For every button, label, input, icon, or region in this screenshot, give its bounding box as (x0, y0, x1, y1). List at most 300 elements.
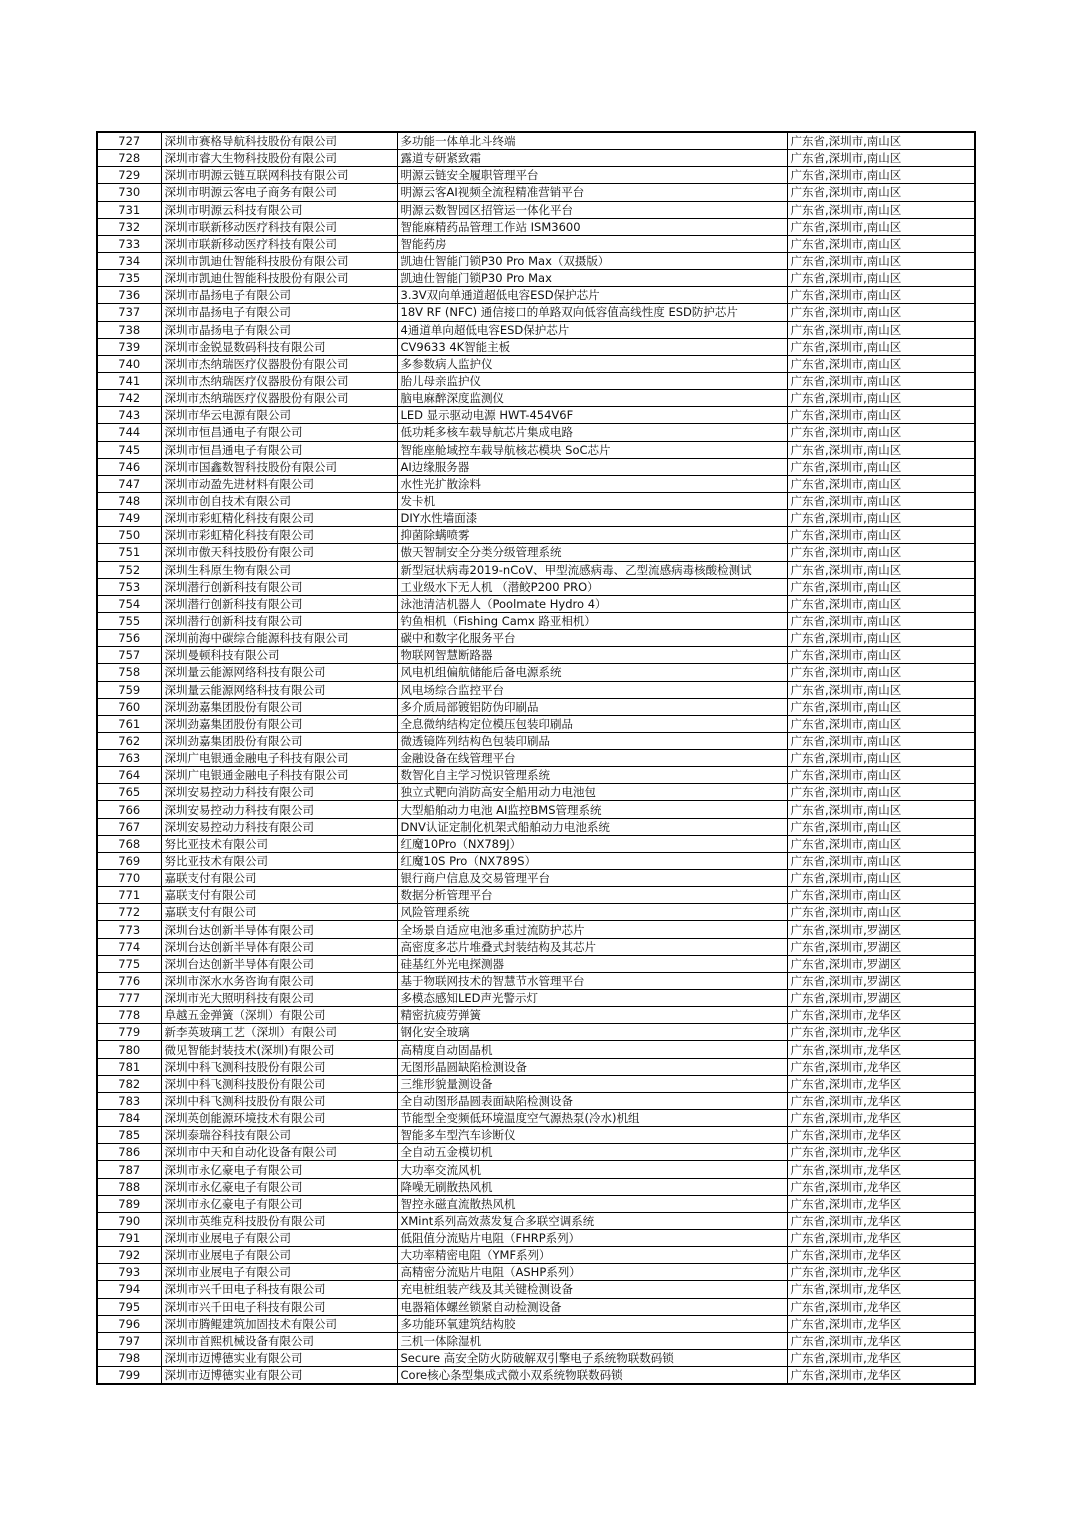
product-name-cell: 精密抗疲劳弹簧 (397, 1007, 787, 1024)
company-name-cell: 深圳市晶扬电子有限公司 (161, 321, 397, 338)
row-number-cell: 731 (97, 201, 161, 218)
row-number-cell: 744 (97, 424, 161, 441)
row-number-cell: 746 (97, 458, 161, 475)
row-number-cell: 735 (97, 270, 161, 287)
product-name-cell: 工业级水下无人机 （潜鲛P200 PRO） (397, 578, 787, 595)
table-row (97, 321, 975, 338)
product-name-cell: 傲天智制安全分类分级管理系统 (397, 544, 787, 561)
region-cell: 广东省,深圳市,龙华区 (787, 1367, 975, 1385)
row-number-cell: 751 (97, 544, 161, 561)
row-number-cell: 752 (97, 561, 161, 578)
row-number-cell: 765 (97, 784, 161, 801)
product-name-cell: 电器箱体螺丝锁紧自动检测设备 (397, 1298, 787, 1315)
region-cell: 广东省,深圳市,南山区 (787, 270, 975, 287)
table-row (97, 424, 975, 441)
table-row (97, 287, 975, 304)
table-row (97, 1110, 975, 1127)
table-row (97, 835, 975, 852)
table-row (97, 492, 975, 509)
table-row (97, 184, 975, 201)
region-cell: 广东省,深圳市,龙华区 (787, 1281, 975, 1298)
product-name-cell: 明源云数智园区招管运一体化平台 (397, 201, 787, 218)
company-name-cell: 深圳潜行创新科技有限公司 (161, 612, 397, 629)
row-number-cell: 778 (97, 1007, 161, 1024)
product-name-cell: 抑菌除螨喷雾 (397, 527, 787, 544)
region-cell: 广东省,深圳市,南山区 (787, 630, 975, 647)
product-name-cell: Core核心条型集成式微小双系统物联数码锁 (397, 1367, 787, 1385)
product-name-cell: 高精密分流贴片电阻（ASHP系列） (397, 1264, 787, 1281)
row-number-cell: 768 (97, 835, 161, 852)
region-cell: 广东省,深圳市,罗湖区 (787, 938, 975, 955)
company-name-cell: 深圳市凯迪仕智能科技股份有限公司 (161, 270, 397, 287)
company-name-cell: 深圳安易控动力科技有限公司 (161, 818, 397, 835)
region-cell: 广东省,深圳市,龙华区 (787, 1110, 975, 1127)
table-row (97, 304, 975, 321)
company-name-cell: 深圳市杰纳瑞医疗仪器股份有限公司 (161, 390, 397, 407)
row-number-cell: 777 (97, 990, 161, 1007)
table-row (97, 235, 975, 252)
company-name-cell: 深圳台达创新半导体有限公司 (161, 955, 397, 972)
table-row (97, 578, 975, 595)
region-cell: 广东省,深圳市,南山区 (787, 647, 975, 664)
company-name-cell: 深圳劲嘉集团股份有限公司 (161, 715, 397, 732)
row-number-cell: 737 (97, 304, 161, 321)
company-name-cell: 深圳中科飞测科技股份有限公司 (161, 1092, 397, 1109)
table-row (97, 355, 975, 372)
row-number-cell: 738 (97, 321, 161, 338)
region-cell: 广东省,深圳市,南山区 (787, 355, 975, 372)
table-row (97, 1161, 975, 1178)
company-name-cell: 深圳生科原生物有限公司 (161, 561, 397, 578)
table-row (97, 441, 975, 458)
region-cell: 广东省,深圳市,龙华区 (787, 1024, 975, 1041)
region-cell: 广东省,深圳市,南山区 (787, 561, 975, 578)
company-name-cell: 深圳市赛格导航科技股份有限公司 (161, 132, 397, 150)
company-name-cell: 深圳市杰纳瑞医疗仪器股份有限公司 (161, 372, 397, 389)
region-cell: 广东省,深圳市,罗湖区 (787, 955, 975, 972)
product-name-cell: 风险管理系统 (397, 904, 787, 921)
company-name-cell: 深圳市彩虹精化科技有限公司 (161, 527, 397, 544)
company-name-cell: 深圳市联新移动医疗科技有限公司 (161, 218, 397, 235)
table-row (97, 1058, 975, 1075)
table-row (97, 167, 975, 184)
company-name-cell: 深圳市兴千田电子科技有限公司 (161, 1281, 397, 1298)
company-name-cell: 嘉联支付有限公司 (161, 870, 397, 887)
product-name-cell: 大功率交流风机 (397, 1161, 787, 1178)
table-row (97, 561, 975, 578)
product-name-cell: 无图形晶圆缺陷检测设备 (397, 1058, 787, 1075)
product-name-cell: LED 显示驱动电源 HWT-454V6F (397, 407, 787, 424)
product-name-cell: 风电场综合监控平台 (397, 681, 787, 698)
row-number-cell: 753 (97, 578, 161, 595)
product-name-cell: 多参数病人监护仪 (397, 355, 787, 372)
region-cell: 广东省,深圳市,龙华区 (787, 1247, 975, 1264)
company-name-cell: 深圳劲嘉集团股份有限公司 (161, 732, 397, 749)
company-name-cell: 深圳广电银通金融电子科技有限公司 (161, 767, 397, 784)
region-cell: 广东省,深圳市,龙华区 (787, 1178, 975, 1195)
region-cell: 广东省,深圳市,南山区 (787, 715, 975, 732)
row-number-cell: 779 (97, 1024, 161, 1041)
table-row (97, 390, 975, 407)
row-number-cell: 775 (97, 955, 161, 972)
row-number-cell: 748 (97, 492, 161, 509)
table-row (97, 544, 975, 561)
region-cell: 广东省,深圳市,龙华区 (787, 1075, 975, 1092)
table-row (97, 1178, 975, 1195)
product-name-cell: 智能药房 (397, 235, 787, 252)
company-name-cell: 深圳市明源云链互联网科技有限公司 (161, 167, 397, 184)
product-name-cell: 全自动图形晶圆表面缺陷检测设备 (397, 1092, 787, 1109)
row-number-cell: 784 (97, 1110, 161, 1127)
company-name-cell: 深圳潜行创新科技有限公司 (161, 595, 397, 612)
row-number-cell: 729 (97, 167, 161, 184)
company-name-cell: 深圳市兴千田电子科技有限公司 (161, 1298, 397, 1315)
row-number-cell: 758 (97, 664, 161, 681)
row-number-cell: 730 (97, 184, 161, 201)
region-cell: 广东省,深圳市,罗湖区 (787, 990, 975, 1007)
row-number-cell: 760 (97, 698, 161, 715)
row-number-cell: 798 (97, 1349, 161, 1366)
table-row (97, 630, 975, 647)
product-name-cell: 独立式靶向消防高安全船用动力电池包 (397, 784, 787, 801)
company-name-cell: 努比亚技术有限公司 (161, 835, 397, 852)
product-name-cell: 新型冠状病毒2019-nCoV、甲型流感病毒、乙型流感病毒核酸检测试 (397, 561, 787, 578)
row-number-cell: 732 (97, 218, 161, 235)
company-name-cell: 深圳市业展电子有限公司 (161, 1247, 397, 1264)
region-cell: 广东省,深圳市,南山区 (787, 852, 975, 869)
row-number-cell: 771 (97, 887, 161, 904)
product-name-cell: CV9633 4K智能主板 (397, 338, 787, 355)
region-cell: 广东省,深圳市,南山区 (787, 818, 975, 835)
region-cell: 广东省,深圳市,龙华区 (787, 1195, 975, 1212)
product-name-cell: AI边缘服务器 (397, 458, 787, 475)
row-number-cell: 790 (97, 1212, 161, 1229)
region-cell: 广东省,深圳市,南山区 (787, 184, 975, 201)
product-name-cell: 风电机组偏航储能后备电源系统 (397, 664, 787, 681)
company-name-cell: 深圳市睿大生物科技股份有限公司 (161, 150, 397, 167)
table-row (97, 1349, 975, 1366)
table-row (97, 475, 975, 492)
row-number-cell: 793 (97, 1264, 161, 1281)
row-number-cell: 799 (97, 1367, 161, 1385)
table-row (97, 870, 975, 887)
table-row (97, 1144, 975, 1161)
row-number-cell: 797 (97, 1332, 161, 1349)
list-table (96, 131, 976, 1385)
product-name-cell: 大型船舶动力电池 AI监控BMS管理系统 (397, 801, 787, 818)
row-number-cell: 795 (97, 1298, 161, 1315)
company-name-cell: 深圳量云能源网络科技有限公司 (161, 681, 397, 698)
region-cell: 广东省,深圳市,南山区 (787, 372, 975, 389)
product-name-cell: 钢化安全玻璃 (397, 1024, 787, 1041)
region-cell: 广东省,深圳市,南山区 (787, 441, 975, 458)
region-cell: 广东省,深圳市,南山区 (787, 732, 975, 749)
table-row (97, 767, 975, 784)
product-name-cell: 节能型全变频低环境温度空气源热泵(冷水)机组 (397, 1110, 787, 1127)
region-cell: 广东省,深圳市,龙华区 (787, 1092, 975, 1109)
company-name-cell: 深圳市联新移动医疗科技有限公司 (161, 235, 397, 252)
region-cell: 广东省,深圳市,南山区 (787, 544, 975, 561)
table-row (97, 750, 975, 767)
table-row (97, 1041, 975, 1058)
table-row (97, 990, 975, 1007)
product-name-cell: 数据分析管理平台 (397, 887, 787, 904)
company-name-cell: 深圳市光大照明科技有限公司 (161, 990, 397, 1007)
table-row (97, 972, 975, 989)
company-name-cell: 阜越五金弹簧（深圳）有限公司 (161, 1007, 397, 1024)
row-number-cell: 754 (97, 595, 161, 612)
product-name-cell: 大功率精密电阻（YMF系列） (397, 1247, 787, 1264)
company-name-cell: 深圳曼顿科技有限公司 (161, 647, 397, 664)
company-name-cell: 深圳潜行创新科技有限公司 (161, 578, 397, 595)
region-cell: 广东省,深圳市,南山区 (787, 287, 975, 304)
table-row (97, 1281, 975, 1298)
table-body (97, 132, 975, 1384)
row-number-cell: 745 (97, 441, 161, 458)
product-name-cell: 碳中和数字化服务平台 (397, 630, 787, 647)
company-name-cell: 努比亚技术有限公司 (161, 852, 397, 869)
product-name-cell: 三维形貌量测设备 (397, 1075, 787, 1092)
region-cell: 广东省,深圳市,南山区 (787, 681, 975, 698)
row-number-cell: 773 (97, 921, 161, 938)
company-name-cell: 深圳安易控动力科技有限公司 (161, 801, 397, 818)
row-number-cell: 780 (97, 1041, 161, 1058)
row-number-cell: 788 (97, 1178, 161, 1195)
row-number-cell: 781 (97, 1058, 161, 1075)
row-number-cell: 767 (97, 818, 161, 835)
table-row (97, 201, 975, 218)
table-row (97, 852, 975, 869)
region-cell: 广东省,深圳市,南山区 (787, 904, 975, 921)
row-number-cell: 759 (97, 681, 161, 698)
table-row (97, 1024, 975, 1041)
region-cell: 广东省,深圳市,南山区 (787, 698, 975, 715)
table-row (97, 1007, 975, 1024)
product-name-cell: 3.3V双向单通道超低电容ESD保护芯片 (397, 287, 787, 304)
product-name-cell: 多介质局部镀铝防伪印刷品 (397, 698, 787, 715)
row-number-cell: 794 (97, 1281, 161, 1298)
region-cell: 广东省,深圳市,南山区 (787, 510, 975, 527)
row-number-cell: 762 (97, 732, 161, 749)
row-number-cell: 766 (97, 801, 161, 818)
region-cell: 广东省,深圳市,南山区 (787, 767, 975, 784)
product-name-cell: 凯迪仕智能门锁P30 Pro Max（双摄版） (397, 252, 787, 269)
company-name-cell: 深圳市英维克科技股份有限公司 (161, 1212, 397, 1229)
row-number-cell: 782 (97, 1075, 161, 1092)
row-number-cell: 764 (97, 767, 161, 784)
product-name-cell: 降噪无刷散热风机 (397, 1178, 787, 1195)
product-name-cell: 18V RF (NFC) 通信接口的单路双向低容值高线性度 ESD防护芯片 (397, 304, 787, 321)
company-name-cell: 深圳前海中碳综合能源科技有限公司 (161, 630, 397, 647)
row-number-cell: 763 (97, 750, 161, 767)
table-row (97, 372, 975, 389)
table-row (97, 887, 975, 904)
company-name-cell: 深圳安易控动力科技有限公司 (161, 784, 397, 801)
row-number-cell: 743 (97, 407, 161, 424)
product-name-cell: 红魔10Pro（NX789J） (397, 835, 787, 852)
table-row (97, 1195, 975, 1212)
product-name-cell: Secure 高安全防火防破解双引擎电子系统物联数码锁 (397, 1349, 787, 1366)
row-number-cell: 739 (97, 338, 161, 355)
product-name-cell: 高精度自动固晶机 (397, 1041, 787, 1058)
product-name-cell: 胎儿母亲监护仪 (397, 372, 787, 389)
region-cell: 广东省,深圳市,龙华区 (787, 1332, 975, 1349)
region-cell: 广东省,深圳市,龙华区 (787, 1230, 975, 1247)
region-cell: 广东省,深圳市,南山区 (787, 304, 975, 321)
table-row (97, 458, 975, 475)
region-cell: 广东省,深圳市,龙华区 (787, 1212, 975, 1229)
row-number-cell: 772 (97, 904, 161, 921)
table-row (97, 595, 975, 612)
company-name-cell: 深圳市深水水务咨询有限公司 (161, 972, 397, 989)
table-row (97, 698, 975, 715)
product-name-cell: 三机一体除湿机 (397, 1332, 787, 1349)
row-number-cell: 728 (97, 150, 161, 167)
product-name-cell: 智能座舱域控车载导航核芯模块 SoC芯片 (397, 441, 787, 458)
row-number-cell: 787 (97, 1161, 161, 1178)
row-number-cell: 727 (97, 132, 161, 150)
table-row (97, 510, 975, 527)
row-number-cell: 742 (97, 390, 161, 407)
company-name-cell: 深圳市首熙机械设备有限公司 (161, 1332, 397, 1349)
table-row (97, 1298, 975, 1315)
product-name-cell: 微透镜阵列结构色包装印刷品 (397, 732, 787, 749)
region-cell: 广东省,深圳市,南山区 (787, 167, 975, 184)
table-row (97, 527, 975, 544)
table-row (97, 270, 975, 287)
region-cell: 广东省,深圳市,南山区 (787, 235, 975, 252)
table-row (97, 218, 975, 235)
region-cell: 广东省,深圳市,南山区 (787, 870, 975, 887)
company-name-cell: 深圳市晶扬电子有限公司 (161, 304, 397, 321)
region-cell: 广东省,深圳市,南山区 (787, 201, 975, 218)
company-name-cell: 深圳市金锐显数码科技有限公司 (161, 338, 397, 355)
region-cell: 广东省,深圳市,龙华区 (787, 1041, 975, 1058)
company-name-cell: 深圳市永亿豪电子有限公司 (161, 1161, 397, 1178)
company-name-cell: 新李英玻璃工艺（深圳）有限公司 (161, 1024, 397, 1041)
product-name-cell: 全息微纳结构定位模压包装印刷品 (397, 715, 787, 732)
table-row (97, 801, 975, 818)
product-name-cell: 4通道单向超低电容ESD保护芯片 (397, 321, 787, 338)
row-number-cell: 791 (97, 1230, 161, 1247)
table-row (97, 132, 975, 150)
table-row (97, 150, 975, 167)
table-row (97, 1075, 975, 1092)
region-cell: 广东省,深圳市,南山区 (787, 407, 975, 424)
row-number-cell: 740 (97, 355, 161, 372)
company-name-cell: 深圳劲嘉集团股份有限公司 (161, 698, 397, 715)
company-name-cell: 深圳市明源云科技有限公司 (161, 201, 397, 218)
row-number-cell: 783 (97, 1092, 161, 1109)
table-row (97, 1230, 975, 1247)
company-name-cell: 深圳市华云电源有限公司 (161, 407, 397, 424)
product-name-cell: 露道专研紧致霜 (397, 150, 787, 167)
product-name-cell: 银行商户信息及交易管理平台 (397, 870, 787, 887)
region-cell: 广东省,深圳市,南山区 (787, 150, 975, 167)
region-cell: 广东省,深圳市,南山区 (787, 750, 975, 767)
row-number-cell: 789 (97, 1195, 161, 1212)
region-cell: 广东省,深圳市,南山区 (787, 218, 975, 235)
company-name-cell: 深圳市晶扬电子有限公司 (161, 287, 397, 304)
product-name-cell: 脑电麻醉深度监测仪 (397, 390, 787, 407)
region-cell: 广东省,深圳市,南山区 (787, 887, 975, 904)
table-row (97, 715, 975, 732)
row-number-cell: 796 (97, 1315, 161, 1332)
product-name-cell: 红魔10S Pro（NX789S） (397, 852, 787, 869)
product-name-cell: 金融设备在线管理平台 (397, 750, 787, 767)
product-name-cell: 钓鱼相机（Fishing Camx 路亚相机） (397, 612, 787, 629)
region-cell: 广东省,深圳市,龙华区 (787, 1058, 975, 1075)
region-cell: 广东省,深圳市,南山区 (787, 390, 975, 407)
row-number-cell: 761 (97, 715, 161, 732)
region-cell: 广东省,深圳市,南山区 (787, 321, 975, 338)
region-cell: 广东省,深圳市,南山区 (787, 578, 975, 595)
table-row (97, 252, 975, 269)
region-cell: 广东省,深圳市,龙华区 (787, 1144, 975, 1161)
row-number-cell: 747 (97, 475, 161, 492)
table-row (97, 921, 975, 938)
table-row (97, 732, 975, 749)
company-name-cell: 微见智能封装技术(深圳)有限公司 (161, 1041, 397, 1058)
company-name-cell: 深圳台达创新半导体有限公司 (161, 921, 397, 938)
company-name-cell: 深圳市永亿豪电子有限公司 (161, 1178, 397, 1195)
product-name-cell: XMint系列高效蒸发复合多联空调系统 (397, 1212, 787, 1229)
table-row (97, 904, 975, 921)
company-name-cell: 嘉联支付有限公司 (161, 904, 397, 921)
table-row (97, 1332, 975, 1349)
company-name-cell: 深圳市傲天科技股份有限公司 (161, 544, 397, 561)
product-name-cell: 发卡机 (397, 492, 787, 509)
region-cell: 广东省,深圳市,南山区 (787, 527, 975, 544)
table-row (97, 681, 975, 698)
product-name-cell: 智控永磁直流散热风机 (397, 1195, 787, 1212)
product-name-cell: 数智化自主学习悦识管理系统 (397, 767, 787, 784)
product-name-cell: DIY水性墙面漆 (397, 510, 787, 527)
region-cell: 广东省,深圳市,罗湖区 (787, 921, 975, 938)
company-name-cell: 深圳市迈博德实业有限公司 (161, 1367, 397, 1385)
company-name-cell: 深圳市明源云客电子商务有限公司 (161, 184, 397, 201)
product-name-cell: 凯迪仕智能门锁P30 Pro Max (397, 270, 787, 287)
region-cell: 广东省,深圳市,龙华区 (787, 1161, 975, 1178)
table-row (97, 818, 975, 835)
company-name-cell: 深圳台达创新半导体有限公司 (161, 938, 397, 955)
product-name-cell: 明源云链安全履职管理平台 (397, 167, 787, 184)
region-cell: 广东省,深圳市,龙华区 (787, 1127, 975, 1144)
table-row (97, 407, 975, 424)
company-name-cell: 深圳广电银通金融电子科技有限公司 (161, 750, 397, 767)
region-cell: 广东省,深圳市,南山区 (787, 338, 975, 355)
company-name-cell: 深圳中科飞测科技股份有限公司 (161, 1075, 397, 1092)
table-row (97, 1264, 975, 1281)
company-name-cell: 深圳市国鑫数智科技股份有限公司 (161, 458, 397, 475)
row-number-cell: 741 (97, 372, 161, 389)
product-name-cell: 低阻值分流贴片电阻（FHRP系列） (397, 1230, 787, 1247)
product-name-cell: DNV认证定制化机架式船舶动力电池系统 (397, 818, 787, 835)
row-number-cell: 736 (97, 287, 161, 304)
region-cell: 广东省,深圳市,南山区 (787, 492, 975, 509)
row-number-cell: 749 (97, 510, 161, 527)
row-number-cell: 757 (97, 647, 161, 664)
region-cell: 广东省,深圳市,南山区 (787, 252, 975, 269)
product-name-cell: 多功能一体单北斗终端 (397, 132, 787, 150)
table-row (97, 338, 975, 355)
product-name-cell: 基于物联网技术的智慧节水管理平台 (397, 972, 787, 989)
table-row (97, 955, 975, 972)
row-number-cell: 776 (97, 972, 161, 989)
company-name-cell: 深圳市业展电子有限公司 (161, 1264, 397, 1281)
company-name-cell: 深圳市迈博德实业有限公司 (161, 1349, 397, 1366)
table-row (97, 647, 975, 664)
